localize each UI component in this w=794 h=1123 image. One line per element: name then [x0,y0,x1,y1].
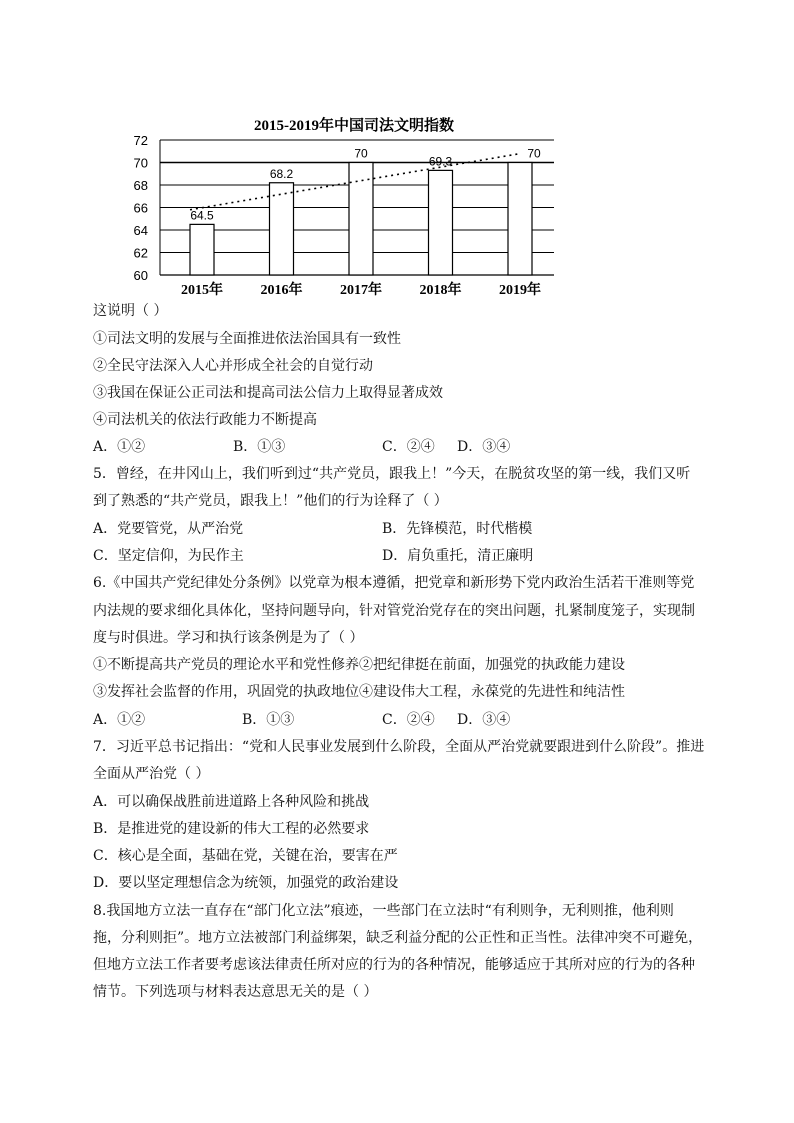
y-tick-label-62: 62 [133,245,148,261]
q8-line-4: 情节。下列选项与材料表达意思无关的是（ ） [93,984,378,1000]
q4-option-d[interactable]: D．③④ [457,439,511,455]
value-label-2015年: 64.5 [190,208,214,223]
chart-title: 2015-2019年中国司法文明指数 [254,118,454,134]
bar-2018年 [429,170,453,275]
q7-option-c[interactable]: C．核心是全面，基础在党，关键在治，要害在严 [93,848,398,864]
x-tick-label-2018年: 2018年 [419,283,462,298]
q6-option-b[interactable]: B．①③ [242,712,295,728]
q6-option-c[interactable]: C．②④ [382,712,435,728]
q6-line-3: 度与时俱进。学习和执行该条例是为了（ ） [93,630,364,646]
y-tick-label-66: 66 [133,200,148,216]
q6-line-1: 6.《中国共产党纪律处分条例》以党章为根本遵循，把党章和新形势下党内政治生活若干准则等党 [93,575,695,591]
q4-option-a[interactable]: A．①② [93,439,146,455]
q4-stem: 这说明（ ） [93,303,168,319]
chart-bars [190,163,532,276]
q7-option-d[interactable]: D．要以坚定理想信念为统领，加强党的政治建设 [93,875,399,891]
x-tick-label-2019年: 2019年 [499,283,541,298]
bar-2016年 [270,183,294,275]
q8-line-1: 8.我国地方立法一直存在“部门化立法”痕迹，一些部门在立法时“有利则争，无利则推，他利则 [93,903,674,919]
q6-items-row-1: ①不断提高共产党员的理论水平和党性修养②把纪律挺在前面，加强党的执政能力建设 [93,657,625,673]
y-tick-label-68: 68 [133,178,148,193]
y-tick-label-70: 70 [133,155,148,171]
judicial-civilization-index-chart [128,108,568,304]
q8-line-2: 拖，分利则拒”。地方立法被部门利益绑架，缺乏利益分配的公正性和正当性。法律冲突不可避免， [93,930,703,946]
q7-option-a[interactable]: A．可以确保战胜前进道路上各种风险和挑战 [93,794,370,810]
q4-item-3: ③我国在保证公正司法和提高司法公信力上取得显著成效 [93,385,443,401]
q6-line-2: 内法规的要求细化具体化，坚持问题导向，针对管党治党存在的突出问题，扎紧制度笼子，实现制 [93,603,695,619]
chart-x-tick-labels [181,281,541,298]
q6-option-a[interactable]: A．①② [93,712,146,728]
q5-line-2: 到了熟悉的“共产党员，跟我上！”他们的行为诠释了（ ） [93,493,448,509]
q7-option-b[interactable]: B．是推进党的建设新的伟大工程的必然要求 [93,821,370,837]
q6-option-d[interactable]: D．③④ [457,712,511,728]
value-label-2016年: 68.2 [269,166,294,181]
bar-2015年 [190,224,214,275]
chart-y-tick-labels [134,133,148,283]
q5-option-c[interactable]: C．坚定信仰，为民作主 [93,548,244,564]
y-tick-label-64: 64 [133,223,148,238]
value-label-2019年: 70 [527,146,541,161]
y-tick-label-60: 60 [133,268,148,283]
q5-option-d[interactable]: D．肩负重托，清正廉明 [382,548,534,564]
q4-item-4: ④司法机关的依法行政能力不断提高 [93,412,317,428]
bar-2019年 [508,163,532,276]
x-tick-label-2016年: 2016年 [260,283,303,298]
x-tick-label-2015年: 2015年 [181,283,223,298]
q7-line-1: 7．习近平总书记指出：“党和人民事业发展到什么阶段，全面从严治党就要跟进到什么阶段”。推进 [93,739,705,755]
q4-option-c[interactable]: C．②④ [382,439,435,455]
q4-item-2: ②全民守法深入人心并形成全社会的自觉行动 [93,358,373,374]
q4-option-b[interactable]: B．①③ [233,439,286,455]
q5-option-b[interactable]: B．先锋模范，时代楷模 [382,521,533,537]
q6-items-row-2: ③发挥社会监督的作用，巩固党的执政地位④建设伟大工程，永葆党的先进性和纯洁性 [93,684,625,700]
q5-option-a[interactable]: A．党要管党，从严治党 [93,521,244,537]
q7-line-2: 全面从严治党（ ） [93,766,210,782]
y-tick-label-72: 72 [133,133,148,148]
value-label-2018年: 69.3 [428,154,453,169]
value-label-2017年: 70 [354,146,368,161]
q8-line-3: 但地方立法工作者要考虑该法律责任所对应的行为的各种情况，能够适应于其所对应的行为的各种 [93,957,695,973]
q5-line-1: 5．曾经，在井冈山上，我们听到过“共产党员，跟我上！”今天，在脱贫攻坚的第一线，我们又听 [93,466,691,482]
q4-item-1: ①司法文明的发展与全面推进依法治国具有一致性 [93,331,401,347]
x-tick-label-2017年: 2017年 [340,283,382,298]
